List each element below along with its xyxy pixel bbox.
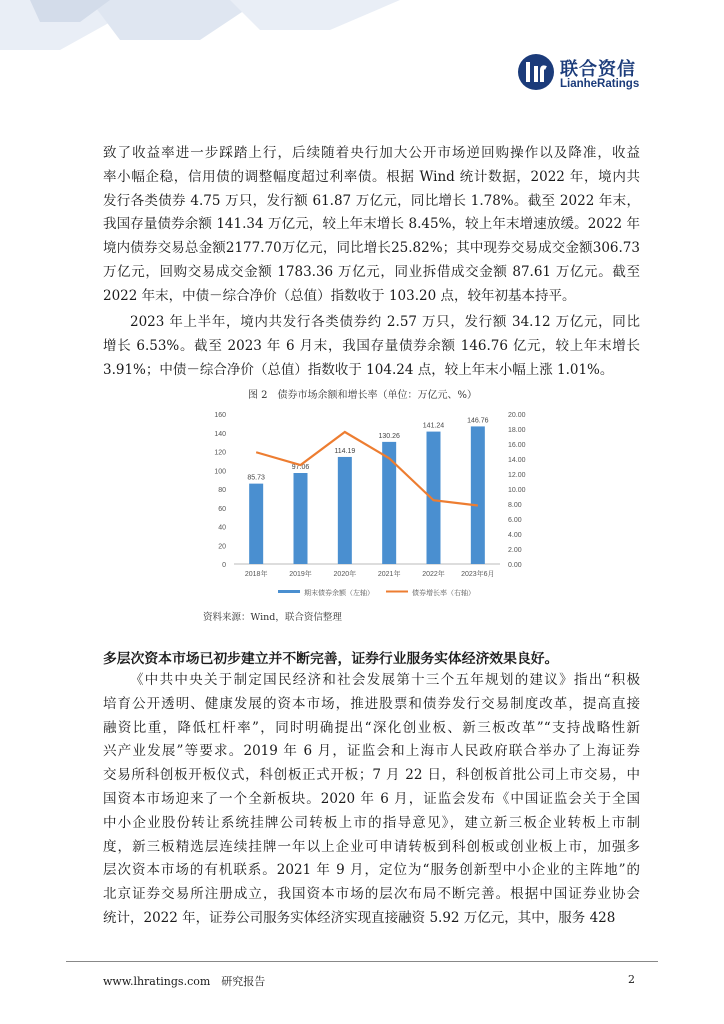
text-line: 2023 年上半年，境内共发行各类债券约 2.57 万只，发行额 34.12 万亿元，同比 [130,314,640,330]
y-right-tick-label: 4.00 [508,532,522,539]
bar [471,426,485,564]
y-left-tick-label: 20 [218,543,226,551]
page-number: 2 [628,973,635,986]
text-line: 中小企业股份转让系统挂牌公司转板上市的指导意见》，建立新三板企业转板上市制 [103,814,640,831]
x-tick-label: 2020年 [333,571,357,578]
text-line: 融资比重，降低杠杆率”，同时明确提出“深化创业板、新三板改革”“支持战略性新 [103,719,640,736]
text-line: 2022 年末，中债－综合净价（总值）指数收于 103.20 点，较年初基本持平。 [103,287,576,304]
paragraph-3 [103,669,640,931]
x-tick-label: 2023年6月 [461,571,495,578]
text-line: 层次资本市场的有机联系。2021 年 9 月，定位为“服务创新型中小企业的主阵地”的 [103,862,640,879]
legend-bar-label: 期末债券余额（左轴） [304,589,374,597]
text-line: 统计，2022 年，证券公司服务实体经济实现直接融资 5.92 万亿元，其中，服务 428 [103,909,616,926]
paragraph-2 [103,311,640,382]
text-line: 发行各类债券 4.75 万只，发行额 61.87 万亿元，同比增长 1.78%。截至 2022 年末， [103,192,640,209]
y-left-tick-label: 60 [218,505,226,513]
y-left-tick-label: 80 [218,487,226,494]
bar [338,457,352,564]
text-line: 国资本市场迎来了一个全新板块。2020 年 6 月，证监会发布《中国证监会关于全国 [103,790,640,807]
bar [382,442,396,564]
legend-bar-swatch [278,590,300,593]
legend-line-label: 债券增长率（右轴） [412,589,475,597]
y-right-tick-label: 6.00 [508,517,522,524]
x-tick-label: 2022年 [422,571,445,578]
figure-title: 图 2 债券市场余额和增长率（单位：万亿元、%） [248,390,478,401]
bar-data-label: 97.06 [291,464,310,472]
growth-rate-line [256,432,478,506]
footer-divider [66,961,658,962]
x-tick-label: 2021年 [377,571,401,578]
bar-data-label: 130.26 [378,432,400,440]
x-tick-label: 2019年 [289,571,312,578]
y-left-tick-label: 120 [214,449,226,457]
bar-data-label: 146.76 [467,417,489,425]
text-line: 万亿元，回购交易成交金额 1783.36 万亿元，同业拆借成交金额 87.61 万亿元。截至 [103,263,640,280]
lianhe-logo-icon [516,52,556,92]
bar [249,484,263,564]
text-line: 《中共中央关于制定国民经济和社会发展第十三个五年规划的建议》指出“积极 [130,672,640,688]
text-line: 交易所科创板开板仪式，科创板正式开板；7 月 22 日，科创板首批公司上市交易，中 [103,767,640,784]
logo-name: 联合资信 [560,59,636,80]
text-line: 北京证券交易所注册成立，我国资本市场的层次布局不断完善。根据中国证券业协会 [103,886,640,903]
text-line: 境内债券交易总金额2177.70万亿元，同比增长25.82%；其中现券交易成交金额306.73 [103,240,640,257]
bar [427,432,441,564]
y-left-tick-label: 140 [214,430,226,438]
y-right-tick-label: 18.00 [508,427,526,434]
y-left-tick-label: 40 [218,524,226,532]
text-line: 度，新三板精选层连续挂牌一年以上企业可申请转板到科创板或创业板上市，加强多 [103,838,640,855]
y-left-tick-label: 0 [222,562,226,569]
text-line: 3.91%；中债－综合净价（总值）指数收于 104.24 点，较上年末小幅上涨 1.01%。 [103,361,614,378]
y-left-tick-label: 100 [214,468,226,476]
text-line: 我国存量债券余额 141.34 万亿元，较上年末增长 8.45%，较上年末增速放缓。2022 年 [103,216,640,233]
y-right-tick-label: 2.00 [508,547,522,554]
bond-market-chart [200,402,540,617]
text-line: 致了收益率进一步踩踏上行，后续随着央行加大公开市场逆回购操作以及降准，收益 [103,145,640,161]
paragraph-1 [103,142,640,309]
y-left-tick-label: 160 [214,412,226,419]
text-line: 培育公开透明、健康发展的资本市场，推进股票和债券发行交易制度改革，提高直接 [103,695,640,712]
footer-site: www.lhratings.com 研究报告 [103,975,266,988]
figure-source: 资料来源：Wind，联合资信整理 [203,612,342,623]
y-right-tick-label: 10.00 [508,487,526,494]
text-line: 率小幅企稳，信用债的调整幅度超过利率债。根据 Wind 统计数据，2022 年，境内共 [103,168,640,185]
section-heading: 多层次资本市场已初步建立并不断完善，证券行业服务实体经济效果良好。 [103,651,559,667]
y-right-tick-label: 0.00 [508,562,522,569]
bar [294,473,308,564]
y-right-tick-label: 20.00 [508,412,526,419]
bar-data-label: 85.73 [247,474,265,482]
y-right-tick-label: 8.00 [508,502,522,509]
logo-english-name: LianheRatings [560,78,640,90]
y-right-tick-label: 12.00 [508,472,526,479]
bar-data-label: 141.24 [422,422,445,430]
text-line: 兴产业发展”等要求。2019 年 6 月，证监会和上海市人民政府联合举办了上海证券 [103,743,640,760]
text-line: 增长 6.53%。截至 2023 年 6 月末，我国存量债券余额 146.76 亿元，较上年末增长 [103,337,640,354]
header-decoration [0,0,400,50]
bar-data-label: 114.19 [334,447,356,455]
y-right-tick-label: 16.00 [508,442,526,449]
x-tick-label: 2018年 [244,571,268,578]
y-right-tick-label: 14.00 [508,457,526,464]
